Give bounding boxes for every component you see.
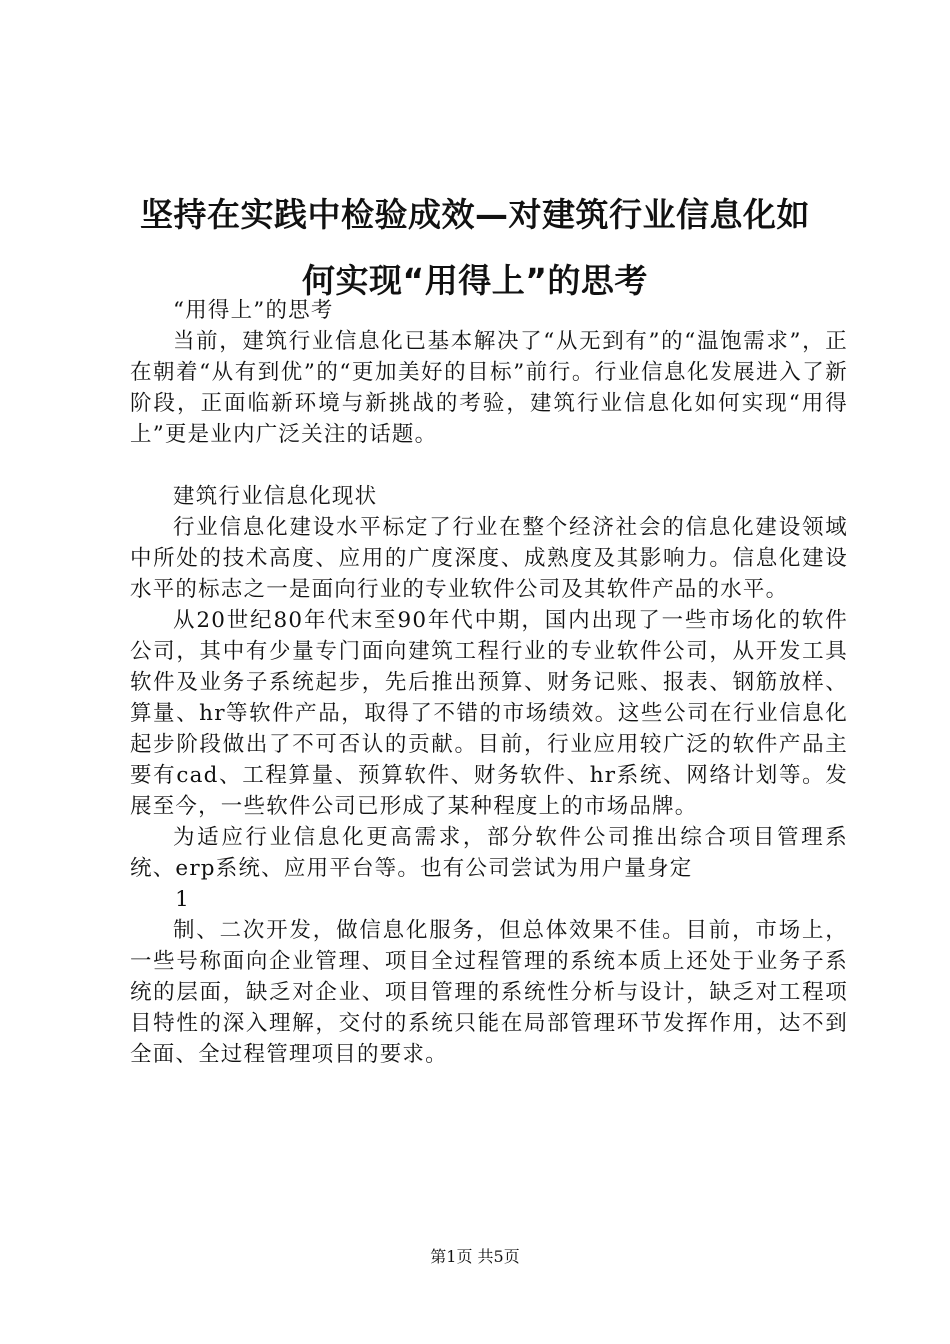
- page-footer: 第1页 共5页: [430, 1247, 520, 1266]
- paragraph-adaptation: 为适应行业信息化更高需求，部分软件公司推出综合项目管理系统、erp系统、应用平台等。也有公司尝试为用户量身定: [130, 825, 848, 881]
- paragraph-continuation: 制、二次开发，做信息化服务，但总体效果不佳。目前，市场上，一些号称面向企业管理、项目全过程管理的系统本质上还处于业务子系统的层面，缺乏对企业、项目管理的系统性分析与设计，缺乏对工程项目特性的深入理解，交付的系统只能在局部管理环节发挥作用，达不到全面、全过程管理项目的要求。: [130, 918, 848, 1067]
- inline-page-number: 1: [175, 887, 191, 912]
- title-line-1: 坚持在实践中检验成效—对建筑行业信息化如: [140, 195, 810, 234]
- paragraph-intro: 当前，建筑行业信息化已基本解决了“从无到有”的“温饱需求”，正在朝着“从有到优”的“更加美好的目标”前行。行业信息化发展进入了新阶段，正面临新环境与新挑战的考验，建筑行业信息化如何实现“用得上”更是业内广泛关注的话题。: [130, 329, 848, 447]
- paragraph-history: 从20世纪80年代末至90年代中期，国内出现了一些市场化的软件公司，其中有少量专门面向建筑工程行业的专业软件公司，从开发工具软件及业务子系统起步，先后推出预算、财务记账、报表、钢筋放样、算量、hr等软件产品，取得了不错的市场绩效。这些公司在行业信息化起步阶段做出了不可否认的贡献。目前，行业应用较广泛的软件产品主要有cad、工程算量、预算软件、财务软件、hr系统、网络计划等。发展至今，一些软件公司已形成了某种程度上的市场品牌。: [130, 608, 848, 819]
- document-body: [130, 295, 848, 1070]
- paragraph-status: 行业信息化建设水平标定了行业在整个经济社会的信息化建设领域中所处的技术高度、应用的广度深度、成熟度及其影响力。信息化建设水平的标志之一是面向行业的专业软件公司及其软件产品的水平。: [130, 515, 848, 602]
- paragraph-subtitle: “用得上”的思考: [173, 298, 334, 323]
- section-heading: 建筑行业信息化现状: [173, 484, 378, 509]
- title-line-2: 何实现“用得上”的思考: [302, 261, 648, 300]
